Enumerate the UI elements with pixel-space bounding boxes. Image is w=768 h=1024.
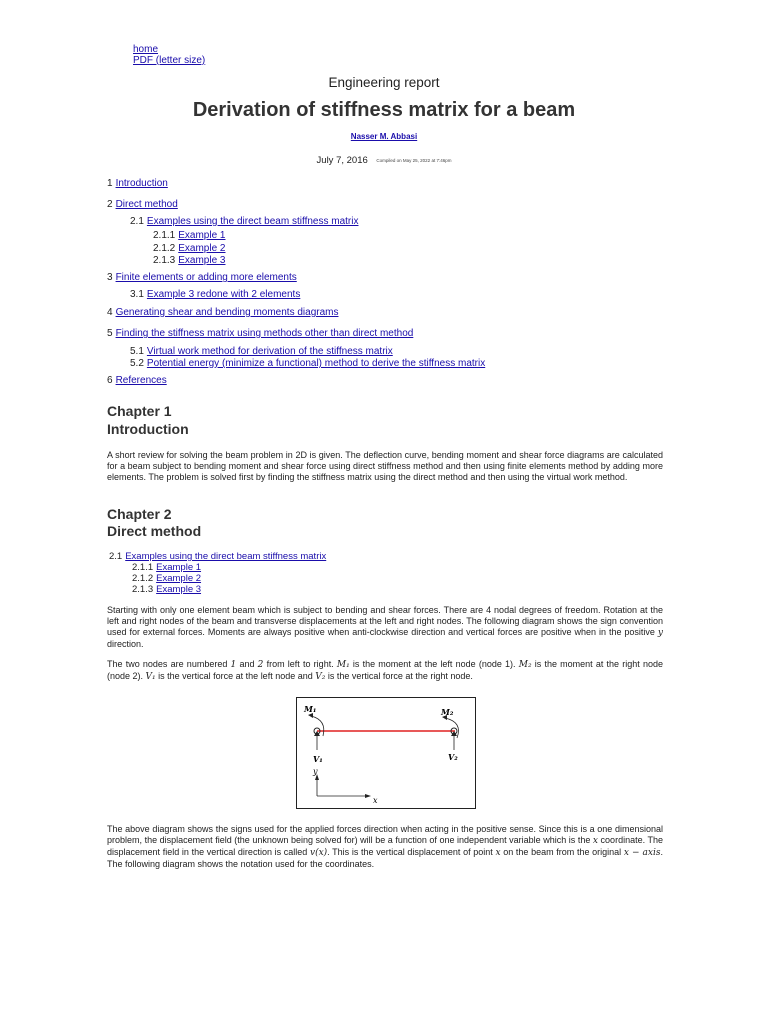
beam-diagram-svg bbox=[297, 698, 475, 808]
subtoc-link-example-2[interactable]: Example 2 bbox=[156, 573, 202, 584]
date: July 7, 2016 bbox=[316, 155, 368, 166]
y-axis-label: y bbox=[313, 767, 318, 776]
toc-link-example-3-redone[interactable]: Example 3 redone with 2 elements bbox=[146, 289, 301, 300]
toc-link-direct-method[interactable]: Direct method bbox=[115, 199, 178, 210]
subtoc-link-example-3[interactable]: Example 3 bbox=[156, 584, 202, 595]
text-run: on the beam from the original bbox=[500, 847, 624, 857]
m2-label: M₂ bbox=[441, 707, 454, 717]
pdf-link[interactable]: PDF (letter size) bbox=[133, 55, 206, 66]
subtoc-item bbox=[109, 562, 326, 573]
chapter-1-paragraph: A short review for solving the beam problem in 2D is given. The deflection curve, bending moment and shear force diagrams are calculated for a beam subject to bending moment and shear force using direct stiffness method and then using finite elements method by adding more elements. The problem is solved first by finding the stiffness matrix using the direct method and then using the virtual work method. bbox=[107, 450, 663, 482]
toc-item bbox=[107, 307, 338, 320]
toc-item bbox=[130, 216, 358, 229]
text-run: The above diagram shows the signs used for the applied forces direction when acting in the positive sense. Since this is a one dimensional problem, the displacement field (the unknown being solved for) will be a function of one independent variable which is the bbox=[107, 824, 663, 845]
toc-item bbox=[130, 346, 393, 359]
toc-item bbox=[153, 243, 226, 256]
v2-label: V₂ bbox=[448, 752, 458, 762]
compiled-note: Compiled on May 25, 2022 at 7:46pm bbox=[376, 157, 452, 163]
subtoc-item bbox=[109, 551, 326, 562]
toc-link-example-2[interactable]: Example 2 bbox=[178, 243, 226, 254]
text-run: is the moment at the left node (node 1). bbox=[349, 659, 519, 669]
chapter-1-number: Chapter 1 bbox=[107, 403, 172, 419]
toc-item bbox=[153, 255, 226, 268]
subtoc-number: 2.1.2 bbox=[132, 573, 154, 584]
text-run: is the vertical force at the right node. bbox=[325, 671, 473, 681]
date-line bbox=[0, 155, 768, 166]
page-title: Derivation of stiffness matrix for a beam bbox=[192, 99, 576, 121]
toc-number: 5 bbox=[107, 328, 113, 339]
text-run: is the vertical force at the left node and bbox=[155, 671, 316, 681]
report-label: Engineering report bbox=[328, 75, 440, 90]
toc-link-introduction[interactable]: Introduction bbox=[115, 178, 168, 189]
text-run: . The following diagram shows the notation used for the coordinates. bbox=[107, 847, 663, 869]
m1-label: M₁ bbox=[304, 704, 317, 714]
subtoc-number: 2.1 bbox=[109, 551, 123, 562]
text-run: and bbox=[236, 659, 258, 669]
toc-number: 2.1.3 bbox=[153, 255, 176, 266]
toc-link-references[interactable]: References bbox=[115, 375, 167, 386]
toc-link-examples[interactable]: Examples using the direct beam stiffness matrix bbox=[146, 216, 359, 227]
author-name[interactable]: Nasser M. Abbasi bbox=[350, 132, 418, 141]
math-var: 1 bbox=[230, 660, 237, 670]
text-run: is the moment at the right node (node 2). bbox=[107, 659, 663, 681]
toc-link-example-3[interactable]: Example 3 bbox=[178, 255, 226, 266]
chapter-2-subtoc bbox=[109, 551, 326, 595]
toc-number: 2 bbox=[107, 199, 113, 210]
chapter-1-title: Introduction bbox=[107, 421, 189, 437]
math-var: M₂ bbox=[518, 660, 532, 670]
toc-item bbox=[130, 358, 485, 371]
toc-number: 2.1.2 bbox=[153, 243, 176, 254]
toc-link-shear-bending[interactable]: Generating shear and bending moments diagrams bbox=[115, 307, 339, 318]
chapter-2-number: Chapter 2 bbox=[107, 506, 172, 522]
subtoc-link-examples[interactable]: Examples using the direct beam stiffness matrix bbox=[125, 551, 327, 562]
math-var: V₂ bbox=[315, 672, 326, 682]
toc-number: 4 bbox=[107, 307, 113, 318]
text-run: from left to right. bbox=[263, 659, 337, 669]
toc-item bbox=[107, 328, 413, 341]
toc-item bbox=[107, 199, 178, 212]
subtoc-number: 2.1.3 bbox=[132, 584, 154, 595]
toc-number: 5.2 bbox=[130, 358, 144, 369]
x-axis-arrowhead bbox=[365, 794, 371, 798]
toc-link-other-methods[interactable]: Finding the stiffness matrix using methods other than direct method bbox=[115, 328, 414, 339]
toc-link-finite-elements[interactable]: Finite elements or adding more elements bbox=[115, 272, 297, 283]
toc-item bbox=[107, 178, 168, 191]
chapter-2-title: Direct method bbox=[107, 523, 202, 539]
toc-link-potential-energy[interactable]: Potential energy (minimize a functional) method to derive the stiffness matrix bbox=[146, 358, 486, 369]
toc-item bbox=[107, 375, 167, 388]
math-var: y bbox=[657, 628, 663, 638]
top-links bbox=[133, 44, 205, 66]
math-var: x bbox=[495, 848, 501, 858]
subtoc-item bbox=[109, 573, 326, 584]
home-link[interactable]: home bbox=[133, 44, 159, 55]
toc-number: 2.1 bbox=[130, 216, 144, 227]
subtoc-link-example-1[interactable]: Example 1 bbox=[156, 562, 202, 573]
toc-item bbox=[107, 272, 297, 285]
toc-item bbox=[153, 230, 226, 243]
toc-item bbox=[130, 289, 300, 302]
math-var: v(x) bbox=[309, 848, 328, 858]
toc-number: 5.1 bbox=[130, 346, 144, 357]
toc-number: 3.1 bbox=[130, 289, 144, 300]
beam-sign-convention-diagram bbox=[296, 697, 476, 809]
math-var: x bbox=[592, 836, 598, 846]
x-axis-label: x bbox=[373, 796, 378, 805]
toc-link-example-1[interactable]: Example 1 bbox=[178, 230, 226, 241]
text-run: The two nodes are numbered bbox=[107, 659, 231, 669]
chapter-2-paragraph-3 bbox=[107, 824, 663, 870]
text-run: . This is the vertical displacement of point bbox=[327, 847, 496, 857]
chapter-2-paragraph-1 bbox=[107, 605, 663, 650]
subtoc-item bbox=[109, 584, 326, 595]
text-run: Starting with only one element beam which is subject to bending and shear forces. There are 4 nodal degrees of freedom. Rotation at the left and right nodes of the beam and transverse displacements at the left and right nodes. The following diagram shows the sign convention used for external forces. Moments are always positive when anti-clockwise direction and vertical forces are positive when in the positive bbox=[107, 605, 663, 637]
math-var: x − axis bbox=[623, 848, 661, 858]
math-var: V₁ bbox=[145, 672, 156, 682]
text-run: direction. bbox=[107, 639, 144, 649]
math-var: M₁ bbox=[336, 660, 350, 670]
toc-link-virtual-work[interactable]: Virtual work method for derivation of the stiffness matrix bbox=[146, 346, 393, 357]
chapter-2-paragraph-2 bbox=[107, 659, 663, 683]
math-var: 2 bbox=[257, 660, 264, 670]
toc-number: 2.1.1 bbox=[153, 230, 176, 241]
toc-number: 6 bbox=[107, 375, 113, 386]
toc-number: 1 bbox=[107, 178, 113, 189]
author-link bbox=[0, 132, 768, 141]
v1-label: V₁ bbox=[313, 754, 323, 764]
text-run: coordinate. The displacement field in the vertical direction is called bbox=[107, 835, 663, 857]
subtoc-number: 2.1.1 bbox=[132, 562, 154, 573]
toc-number: 3 bbox=[107, 272, 113, 283]
